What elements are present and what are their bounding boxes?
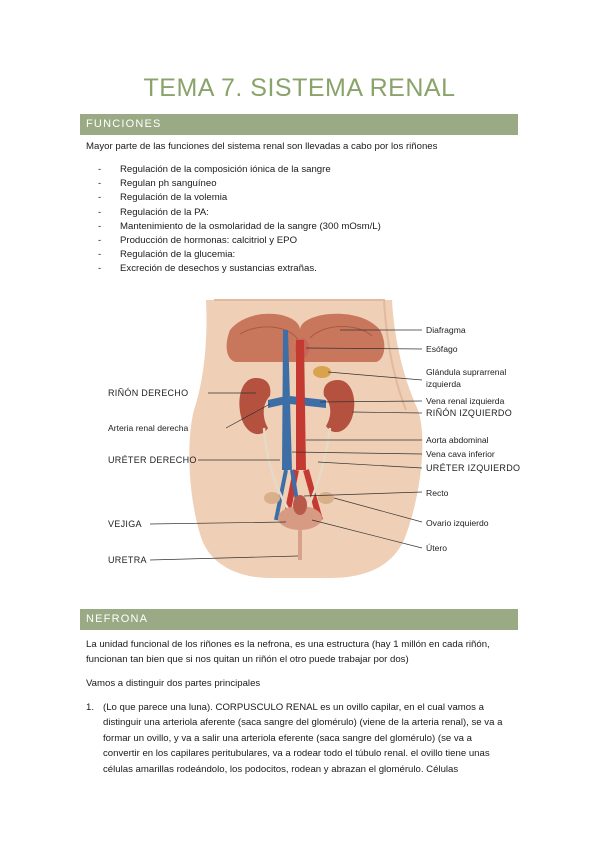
nefrona-paragraph-2: Vamos a distinguir dos partes principales — [86, 678, 261, 689]
text-line: formar un ovillo, y va a salir una arteriola eferente (saca sangre del glomérulo) (se va a — [103, 732, 473, 744]
text-line: (Lo que parece una luna). CORPUSCULO RENAL es un ovillo capilar, en el cual vamos a — [103, 702, 484, 713]
label-recto: Recto — [426, 488, 449, 498]
label-glandula-izquierda: izquierda — [426, 379, 461, 389]
list-item: - Regulan ph sanguíneo — [98, 177, 381, 191]
list-item: - Excreción de desechos y sustancias extrañas. — [98, 262, 381, 276]
section-heading-nefrona: NEFRONA — [80, 609, 518, 630]
numbered-item-1 — [86, 700, 526, 777]
label-rinon-izquierdo: RIÑÓN IZQUIERDO — [426, 408, 513, 418]
item-number: 1. — [86, 702, 95, 713]
label-ureter-derecho: URÉTER DERECHO — [108, 455, 197, 465]
list-item: - Producción de hormonas: calcitriol y EPO — [98, 234, 381, 248]
list-item: - Regulación de la volemia — [98, 191, 381, 205]
label-esofago: Esófago — [426, 344, 458, 354]
label-vejiga: VEJIGA — [108, 519, 142, 529]
section-heading-funciones: FUNCIONES — [80, 114, 518, 135]
list-item: - Regulación de la glucemia: — [98, 248, 381, 262]
text-line: funcionan tan bien que si nos quitan un riñón el otro puede trabajar por dos) — [86, 654, 409, 665]
page-title: TEMA 7. SISTEMA RENAL — [143, 74, 456, 102]
list-item: - Mantenimiento de la osmolaridad de la sangre (300 mOsm/L) — [98, 220, 381, 234]
label-ovario: Ovario izquierdo — [426, 518, 489, 528]
label-diafragma: Diafragma — [426, 325, 466, 335]
label-vena-renal: Vena renal izquierda — [426, 396, 505, 406]
label-vena-cava: Vena cava inferior — [426, 449, 495, 459]
text-line: convertir en los capilares peritubulares, va a rodear todo el túbulo renal. el ovillo tiene unas — [103, 748, 490, 760]
nefrona-paragraph-1 — [86, 637, 490, 667]
text-line: distinguir una arteriola aferente (saca sangre del glomérulo) (viene de la arteria renal), se va a — [103, 717, 503, 729]
label-arteria-renal: Arteria renal derecha — [108, 423, 189, 433]
text-line: células amarillas rodeándolo, los podocitos, rodean y abrazan el glomérulo. Células — [103, 763, 459, 775]
label-utero: Útero — [426, 543, 448, 553]
label-glandula-suprarrenal: Glándula suprarrenal — [426, 367, 507, 377]
label-rinon-derecho: RIÑÓN DERECHO — [108, 388, 189, 398]
list-item: - Regulación de la PA: — [98, 206, 381, 220]
funciones-intro: Mayor parte de las funciones del sistema renal son llevadas a cabo por los riñones — [86, 141, 438, 152]
label-aorta: Aorta abdominal — [426, 435, 489, 445]
text-line: La unidad funcional de los riñones es la nefrona, es una estructura (hay 1 millón en cada riñón, — [86, 639, 490, 650]
label-ureter-izquierdo: URÉTER IZQUIERDO — [426, 463, 521, 473]
list-item: - Regulación de la composición iónica de la sangre — [98, 163, 381, 177]
label-uretra: URETRA — [108, 555, 147, 565]
